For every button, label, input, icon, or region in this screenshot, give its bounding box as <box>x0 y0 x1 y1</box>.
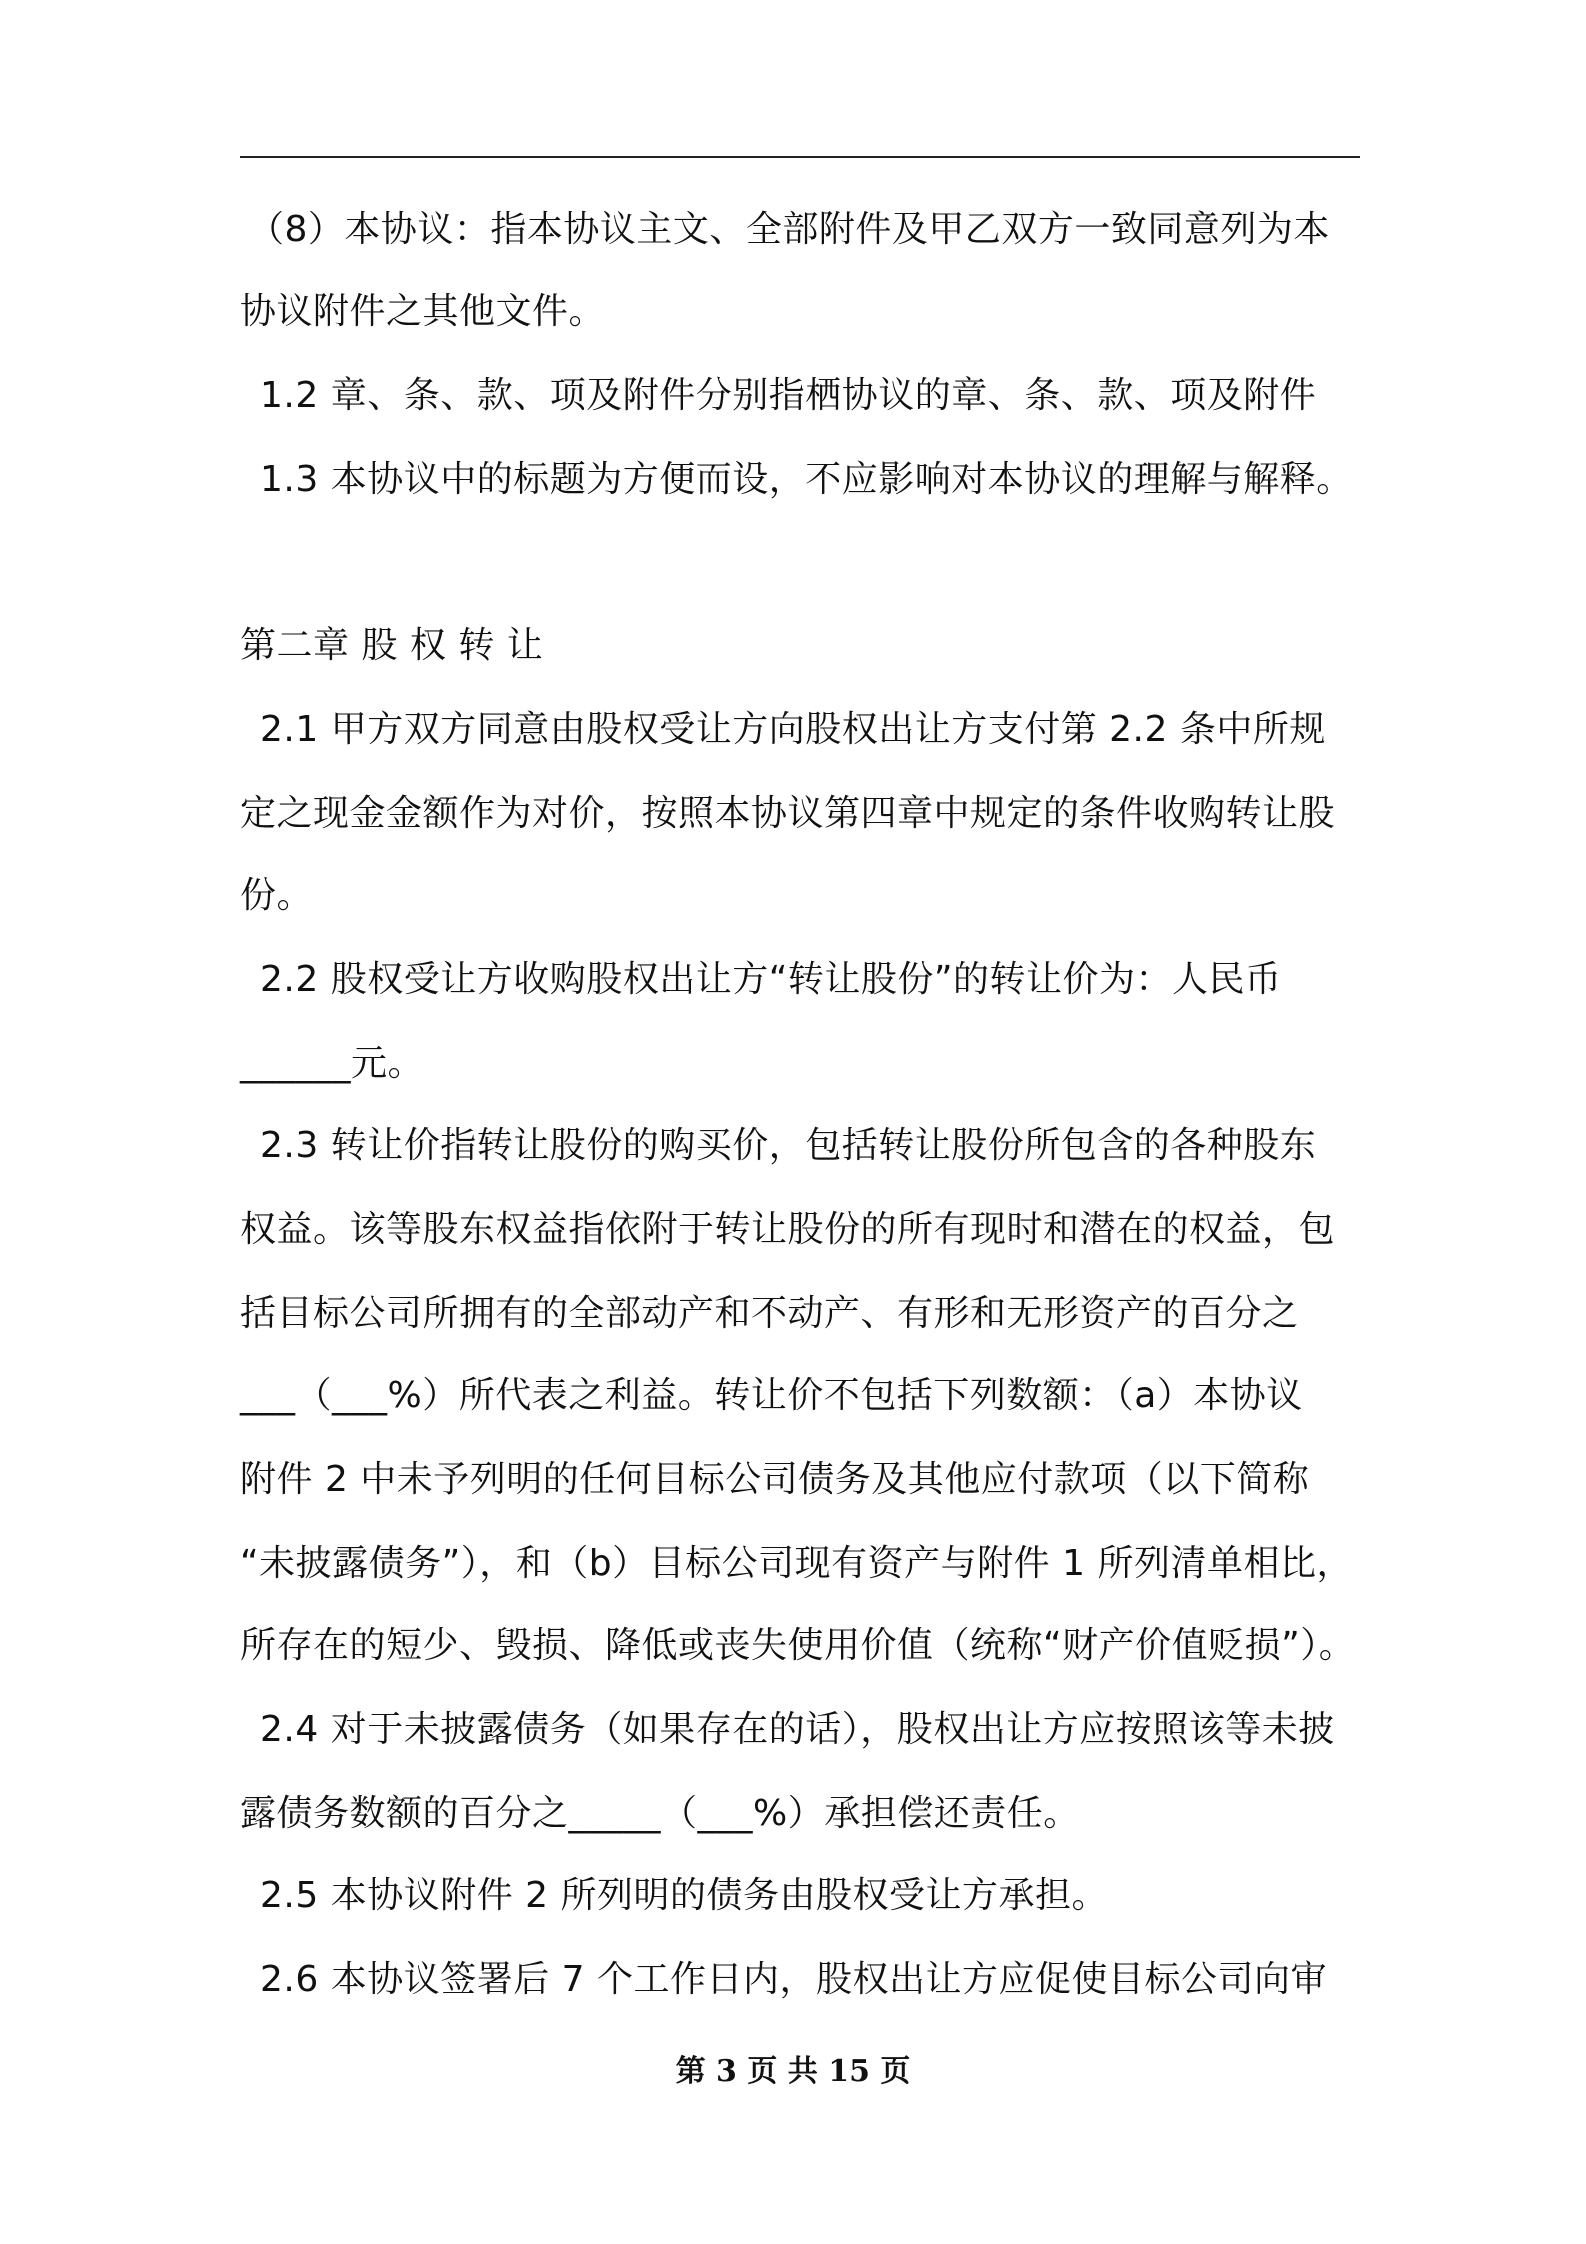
text-line: 露债务数额的百分之_____（___%）承担偿还责任。 <box>240 1793 1080 1834</box>
text-line: ______元。 <box>240 1043 425 1084</box>
text-line: 份。 <box>240 875 314 916</box>
page-number: 第 3 页 共 15 页 <box>675 2054 911 2089</box>
text-line: 2.6 本协议签署后 7 个工作日内，股权出让方应促使目标公司向审 <box>260 1959 1327 2000</box>
text-line: 1.2 章、条、款、项及附件分别指栖协议的章、条、款、项及附件 <box>260 375 1317 416</box>
text-line: （8）本协议：指本协议主文、全部附件及甲乙双方一致同意列为本 <box>248 209 1330 250</box>
text-line: 括目标公司所拥有的全部动产和不动产、有形和无形资产的百分之 <box>240 1293 1299 1334</box>
text-line: 1.3 本协议中的标题为方便而设，不应影响对本协议的理解与解释。 <box>260 459 1353 500</box>
text-line: 所存在的短少、毁损、降低或丧失使用价值（统称“财产价值贬损”）。 <box>240 1625 1356 1666</box>
text-line: “未披露债务”），和（b）目标公司现有资产与附件 1 所列清单相比， <box>240 1543 1353 1584</box>
text-line: 2.2 股权受让方收购股权出让方“转让股份”的转让价为：人民币 <box>260 959 1282 1000</box>
text-line: 2.3 转让价指转让股份的购买价，包括转让股份所包含的各种股东 <box>260 1125 1317 1166</box>
text-line: 2.1 甲方双方同意由股权受让方向股权出让方支付第 2.2 条中所规 <box>260 709 1326 750</box>
text-line: 协议附件之其他文件。 <box>240 291 606 332</box>
chapter-heading: 第二章 股 权 转 让 <box>240 625 544 666</box>
text-line: 2.5 本协议附件 2 所列明的债务由股权受让方承担。 <box>260 1875 1108 1916</box>
text-line: 附件 2 中未予列明的任何目标公司债务及其他应付款项（以下简称 <box>240 1459 1310 1500</box>
header-rule <box>240 156 1360 158</box>
text-line: 2.4 对于未披露债务（如果存在的话），股权出让方应按照该等未披 <box>260 1709 1335 1750</box>
text-line: 权益。该等股东权益指依附于转让股份的所有现时和潜在的权益，包 <box>240 1209 1336 1250</box>
text-line: ___（___%）所代表之利益。转让价不包括下列数额：（a）本协议 <box>240 1375 1303 1416</box>
text-line: 定之现金金额作为对价，按照本协议第四章中规定的条件收购转让股 <box>240 793 1336 834</box>
